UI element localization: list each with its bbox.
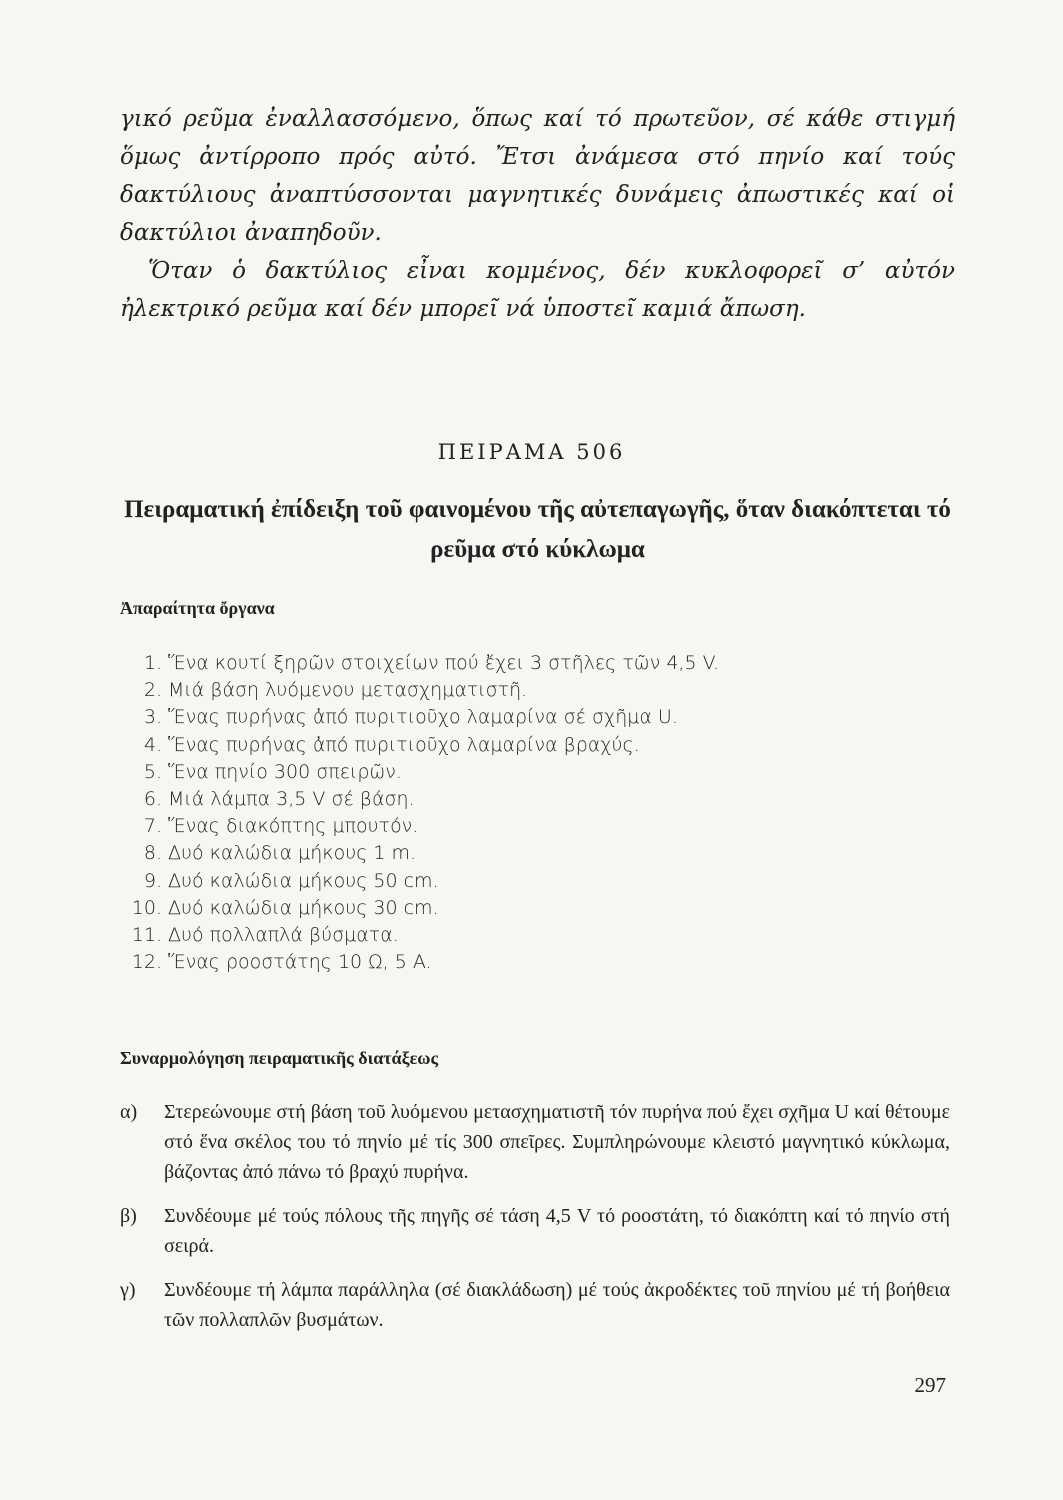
item-number: 9. xyxy=(143,869,162,892)
equipment-label: Ἀπαραίτητα ὄργανα xyxy=(120,598,275,618)
list-item xyxy=(120,813,820,840)
item-text: Ἕνας πυρήνας ἀπό πυριτιοῦχο λαμαρίνα βραχύς. xyxy=(168,733,640,756)
step-text: Συνδέουμε μέ τούς πόλους τῆς πηγῆς σέ τάση 4,5 V τό ροοστάτη, τό διακόπτη καί τό πηνίο στή σειρά. xyxy=(164,1205,950,1257)
item-text: Ἕνα κουτί ξηρῶν στοιχείων πού ἔχει 3 στῆλες τῶν 4,5 V. xyxy=(168,652,720,674)
list-item xyxy=(120,1097,950,1187)
list-item xyxy=(120,759,820,786)
item-number: 3. xyxy=(143,706,162,729)
item-number: 10. xyxy=(131,896,162,919)
item-number: 2. xyxy=(143,679,162,702)
intro-text xyxy=(120,100,955,328)
item-number: 6. xyxy=(143,788,162,811)
list-item xyxy=(120,895,820,922)
experiment-heading: Πειραματική ἐπίδειξη τοῦ φαινομένου τῆς αὐτεπαγωγῆς, ὅταν διακόπτεται τό ρεῦμα στό κύκλωμα xyxy=(124,496,951,563)
list-item xyxy=(120,868,820,895)
step-marker: γ) xyxy=(120,1279,136,1301)
item-text: Μιά βάση λυόμενου μετασχηματιστῆ. xyxy=(168,679,528,702)
item-text: Δυό καλώδια μήκους 30 cm. xyxy=(168,896,439,919)
list-item xyxy=(120,677,820,704)
intro-paragraph-1: γικό ρεῦμα ἐναλλασσόμενο, ὅπως καί τό πρωτεῦον, σέ κάθε στιγμή ὅμως ἀντίρροπο πρός αὐτό. Ἔτσι ἀνάμεσα στό πηνίο καί τούς δακτύλιους ἀναπτύσσονται μαγνητικές δυνάμεις ἀπωστικές καί οἱ δακτύλιοι ἀναπηδοῦν. xyxy=(120,106,955,246)
item-text: Ἕνας διακόπτης μπουτόν. xyxy=(168,815,419,838)
list-item xyxy=(120,1275,950,1335)
list-item xyxy=(120,732,820,759)
item-number: 11. xyxy=(131,924,162,947)
item-text: Δυό καλώδια μήκους 50 cm. xyxy=(168,869,439,892)
list-item xyxy=(120,1201,950,1261)
list-item xyxy=(120,650,820,677)
list-item xyxy=(120,704,820,731)
list-item xyxy=(120,922,820,949)
list-item xyxy=(120,786,820,813)
assembly-steps xyxy=(120,1097,950,1349)
item-text: Ἕνας πυρήνας ἀπό πυριτιοῦχο λαμαρίνα σέ σχῆμα U. xyxy=(168,706,678,729)
step-marker: β) xyxy=(120,1205,137,1227)
item-text: Ἕνας ροοστάτης 10 Ω, 5 A. xyxy=(168,951,432,974)
item-text: Ἕνα πηνίο 300 σπειρῶν. xyxy=(168,760,402,783)
item-number: 5. xyxy=(143,760,162,783)
list-item xyxy=(120,840,820,867)
item-text: Δυό πολλαπλά βύσματα. xyxy=(168,924,399,947)
step-text: Στερεώνουμε στή βάση τοῦ λυόμενου μετασχηματιστῆ τόν πυρήνα πού ἔχει σχῆμα U καί θέτουμε στό ἕνα σκέλος του τό πηνίο μέ τίς 300 σπεῖρες. Συμπληρώνουμε κλειστό μαγνητικό κύκλωμα, βάζοντας ἀπό πάνω τό βραχύ πυρήνα. xyxy=(164,1101,950,1183)
item-text: Δυό καλώδια μήκους 1 m. xyxy=(168,842,417,865)
experiment-title: ΠΕΙΡΑΜΑ 506 xyxy=(437,440,626,464)
item-number: 4. xyxy=(143,733,162,756)
list-item xyxy=(120,949,820,976)
intro-paragraph-2: Ὅταν ὁ δακτύλιος εἶναι κομμένος, δέν κυκλοφορεῖ σ’ αὐτόν ἠλεκτρικό ρεῦμα καί δέν μπορεῖ νά ὑποστεῖ καμιά ἄπωση. xyxy=(120,258,955,322)
item-text: Μιά λάμπα 3,5 V σέ βάση. xyxy=(168,788,415,811)
step-text: Συνδέουμε τή λάμπα παράλληλα (σέ διακλάδωση) μέ τούς ἀκροδέκτες τοῦ πηνίου μέ τή βοήθεια τῶν πολλαπλῶν βυσμάτων. xyxy=(164,1279,950,1331)
item-number: 12. xyxy=(131,951,162,974)
item-number: 7. xyxy=(143,815,162,838)
item-number: 8. xyxy=(143,842,162,865)
page-number: 297 xyxy=(914,1373,946,1397)
item-number: 1. xyxy=(143,652,162,674)
assembly-label: Συναρμολόγηση πειραματικῆς διατάξεως xyxy=(120,1048,439,1068)
step-marker: α) xyxy=(120,1101,138,1123)
equipment-list xyxy=(120,650,820,976)
